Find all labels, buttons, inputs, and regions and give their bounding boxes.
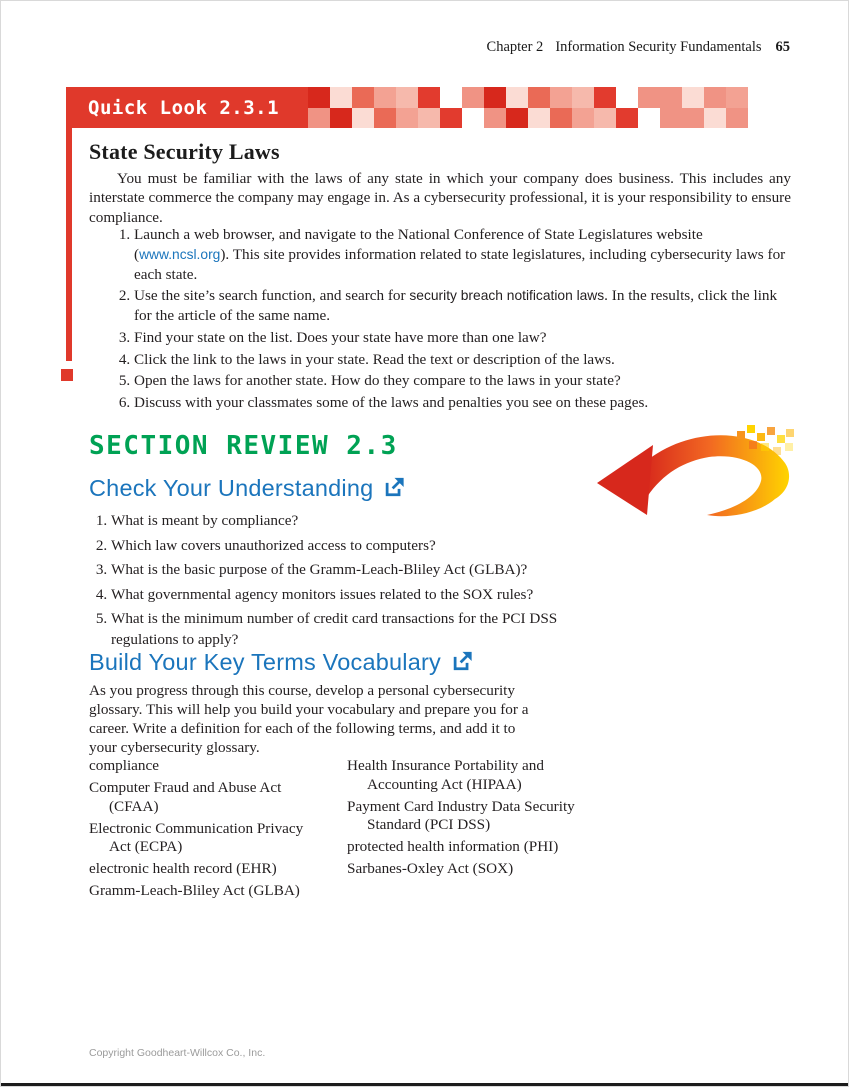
page-bottom-edge (1, 1083, 848, 1086)
check-understanding-questions (89, 511, 609, 654)
key-term: compliance (89, 757, 159, 774)
mosaic-pattern (308, 87, 748, 128)
key-term: Electronic Communication Privacy Act (ECPA) (89, 819, 304, 856)
key-terms-heading: Build Your Key Terms Vocabulary (89, 649, 441, 675)
question-item: 2. Which law covers unauthorized access to computers? (111, 536, 609, 557)
key-term: Payment Card Industry Data Security Standard (PCI DSS) (347, 797, 575, 834)
section-review-title: SECTION REVIEW 2.3 (89, 431, 398, 461)
quick-look-intro: You must be familiar with the laws of any state in which your company does business. This includes any interstate commerce the company may engage in. As a cybersecurity professional, it is your responsibility to ensure compliance. (89, 170, 791, 226)
copyright-notice: Copyright Goodheart-Willcox Co., Inc. (89, 1047, 266, 1059)
key-term: electronic health record (EHR) (89, 860, 277, 878)
key-term: protected health information (PHI) (347, 838, 559, 856)
quick-look-step: 3. Find your state on the list. Does your state have more than one law? (134, 328, 791, 348)
ncsl-link[interactable]: www.ncsl.org (139, 246, 221, 262)
quick-look-step: 4. Click the link to the laws in your state. Read the text or description of the laws. (134, 350, 791, 370)
key-term: Gramm-Leach-Bliley Act (GLBA) (89, 882, 300, 900)
quick-look-title: Quick Look 2.3.1 (66, 87, 308, 128)
key-terms-columns (89, 757, 585, 904)
key-terms-right-column (347, 757, 585, 904)
key-term: Health Insurance Portability and Accounting Act (HIPAA) (347, 757, 544, 793)
question-item: 3. What is the basic purpose of the Gramm-Leach-Bliley Act (GLBA)? (111, 560, 609, 581)
quick-look-step: 6. Discuss with your classmates some of the laws and penalties you see on these pages. (134, 393, 791, 413)
chapter-title: Information Security Fundamentals (555, 39, 762, 55)
search-term-text: security breach notification laws (409, 288, 605, 304)
key-terms-intro: As you progress through this course, develop a personal cybersecurity glossary. This will help you build your vocabulary and prepare you for a career. Write a definition for each of the following terms, and add it to your cybersecurity glossary. (89, 682, 529, 756)
chapter-label: Chapter 2 (486, 39, 544, 55)
quick-look-step (134, 286, 791, 326)
key-terms-left-column (89, 757, 307, 904)
step-text: . In the results, click the link for the article of the same name. (134, 287, 778, 324)
quick-look-step (134, 225, 791, 284)
quick-look-step: 5. Open the laws for another state. How do they compare to the laws in your state? (134, 371, 791, 391)
step-text: Use the site’s search function, and search for (134, 287, 410, 305)
quick-look-steps (98, 225, 791, 415)
check-understanding-heading: Check Your Understanding (89, 475, 374, 501)
running-head (487, 39, 790, 56)
question-item: 5. What is the minimum number of credit card transactions for the PCI DSS regulations to apply? (111, 609, 609, 650)
step-text: Launch a web browser, and navigate to the National Conference of State Legislatures website ( (134, 226, 703, 263)
external-link-icon[interactable] (451, 650, 473, 672)
quick-look-end-square (61, 369, 73, 381)
key-term: Sarbanes-Oxley Act (SOX) (347, 860, 514, 878)
quick-look-banner (66, 87, 748, 128)
key-terms-heading-row (89, 649, 473, 676)
section-review-arrow-graphic (589, 421, 799, 556)
quick-look-side-rule (66, 88, 72, 361)
page-number: 65 (775, 39, 790, 55)
check-understanding-heading-row (89, 475, 405, 502)
step-text: ). This site provides information related to state legislatures, including cybersecurity laws for each state. (134, 245, 786, 283)
question-item: 4. What governmental agency monitors issues related to the SOX rules? (111, 585, 609, 606)
question-item: 1. What is meant by compliance? (111, 511, 609, 532)
quick-look-heading: State Security Laws (89, 139, 280, 164)
external-link-icon[interactable] (383, 476, 405, 498)
key-term: Computer Fraud and Abuse Act (CFAA) (89, 779, 282, 815)
